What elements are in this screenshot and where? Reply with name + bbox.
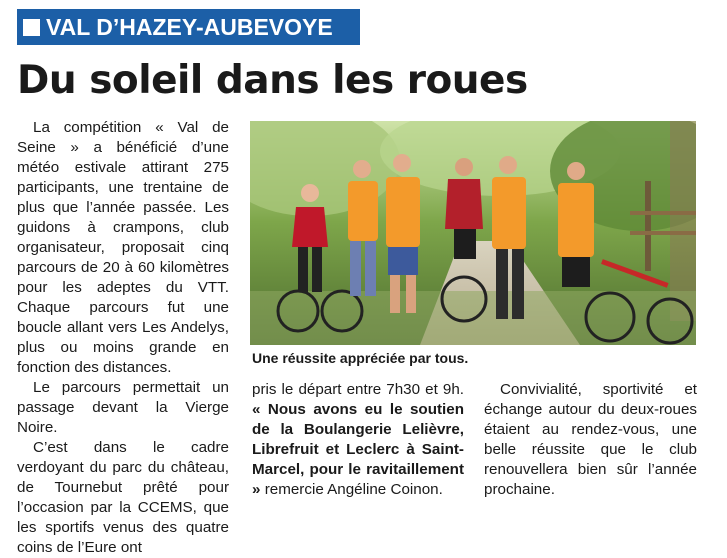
- section-kicker: [17, 9, 360, 45]
- article-column-1: [17, 118, 229, 558]
- paragraph-conclusion: Convivialité, sportivité et échange autour du deux-roues étaient au rendez-vous, une belle réussite que le club renouvellera bien sûr l’année prochaine.: [484, 381, 697, 498]
- article-headline: Du soleil dans les roues: [17, 58, 528, 103]
- photo-caption: Une réussite appréciée par tous.: [252, 350, 469, 366]
- sponsor-quote: « Nous avons eu le soutien de la Boulangerie Lelièvre, Librefruit et Leclerc à Saint-Marcel, pour le ravitaillement »: [252, 401, 464, 498]
- article-column-3: [484, 380, 697, 500]
- departure-text: pris le départ entre 7h30 et 9h.: [252, 381, 464, 398]
- article-photo: [250, 121, 696, 345]
- paragraph-quote: [252, 380, 464, 500]
- paragraph-intro: La compétition « Val de Seine » a bénéficié d’une météo estivale attirant 275 participants, une trentaine de plus que l’année passée. Les guidons à crampons, club organisateur, proposait cinq parcours de 20 à 60 kilomètres pour les adeptes du VTT. Chaque parcours fut une boucle allant vers Les Andelys, plus ou moins grande en fonction des distances.: [17, 119, 229, 376]
- quote-attribution: remercie Angéline Coinon.: [264, 481, 443, 498]
- square-bullet-icon: [23, 19, 40, 36]
- section-label: VAL D’HAZEY-AUBEVOYE: [46, 14, 333, 40]
- article-column-2: [252, 380, 464, 500]
- paragraph-route: Le parcours permettait un passage devant la Vierge Noire.: [17, 379, 229, 436]
- paragraph-park: C’est dans le cadre verdoyant du parc du château, de Tournebut prêté pour l’occasion par la CCEMS, que les sportifs venus des quatre coins de l’Eure ont: [17, 439, 229, 556]
